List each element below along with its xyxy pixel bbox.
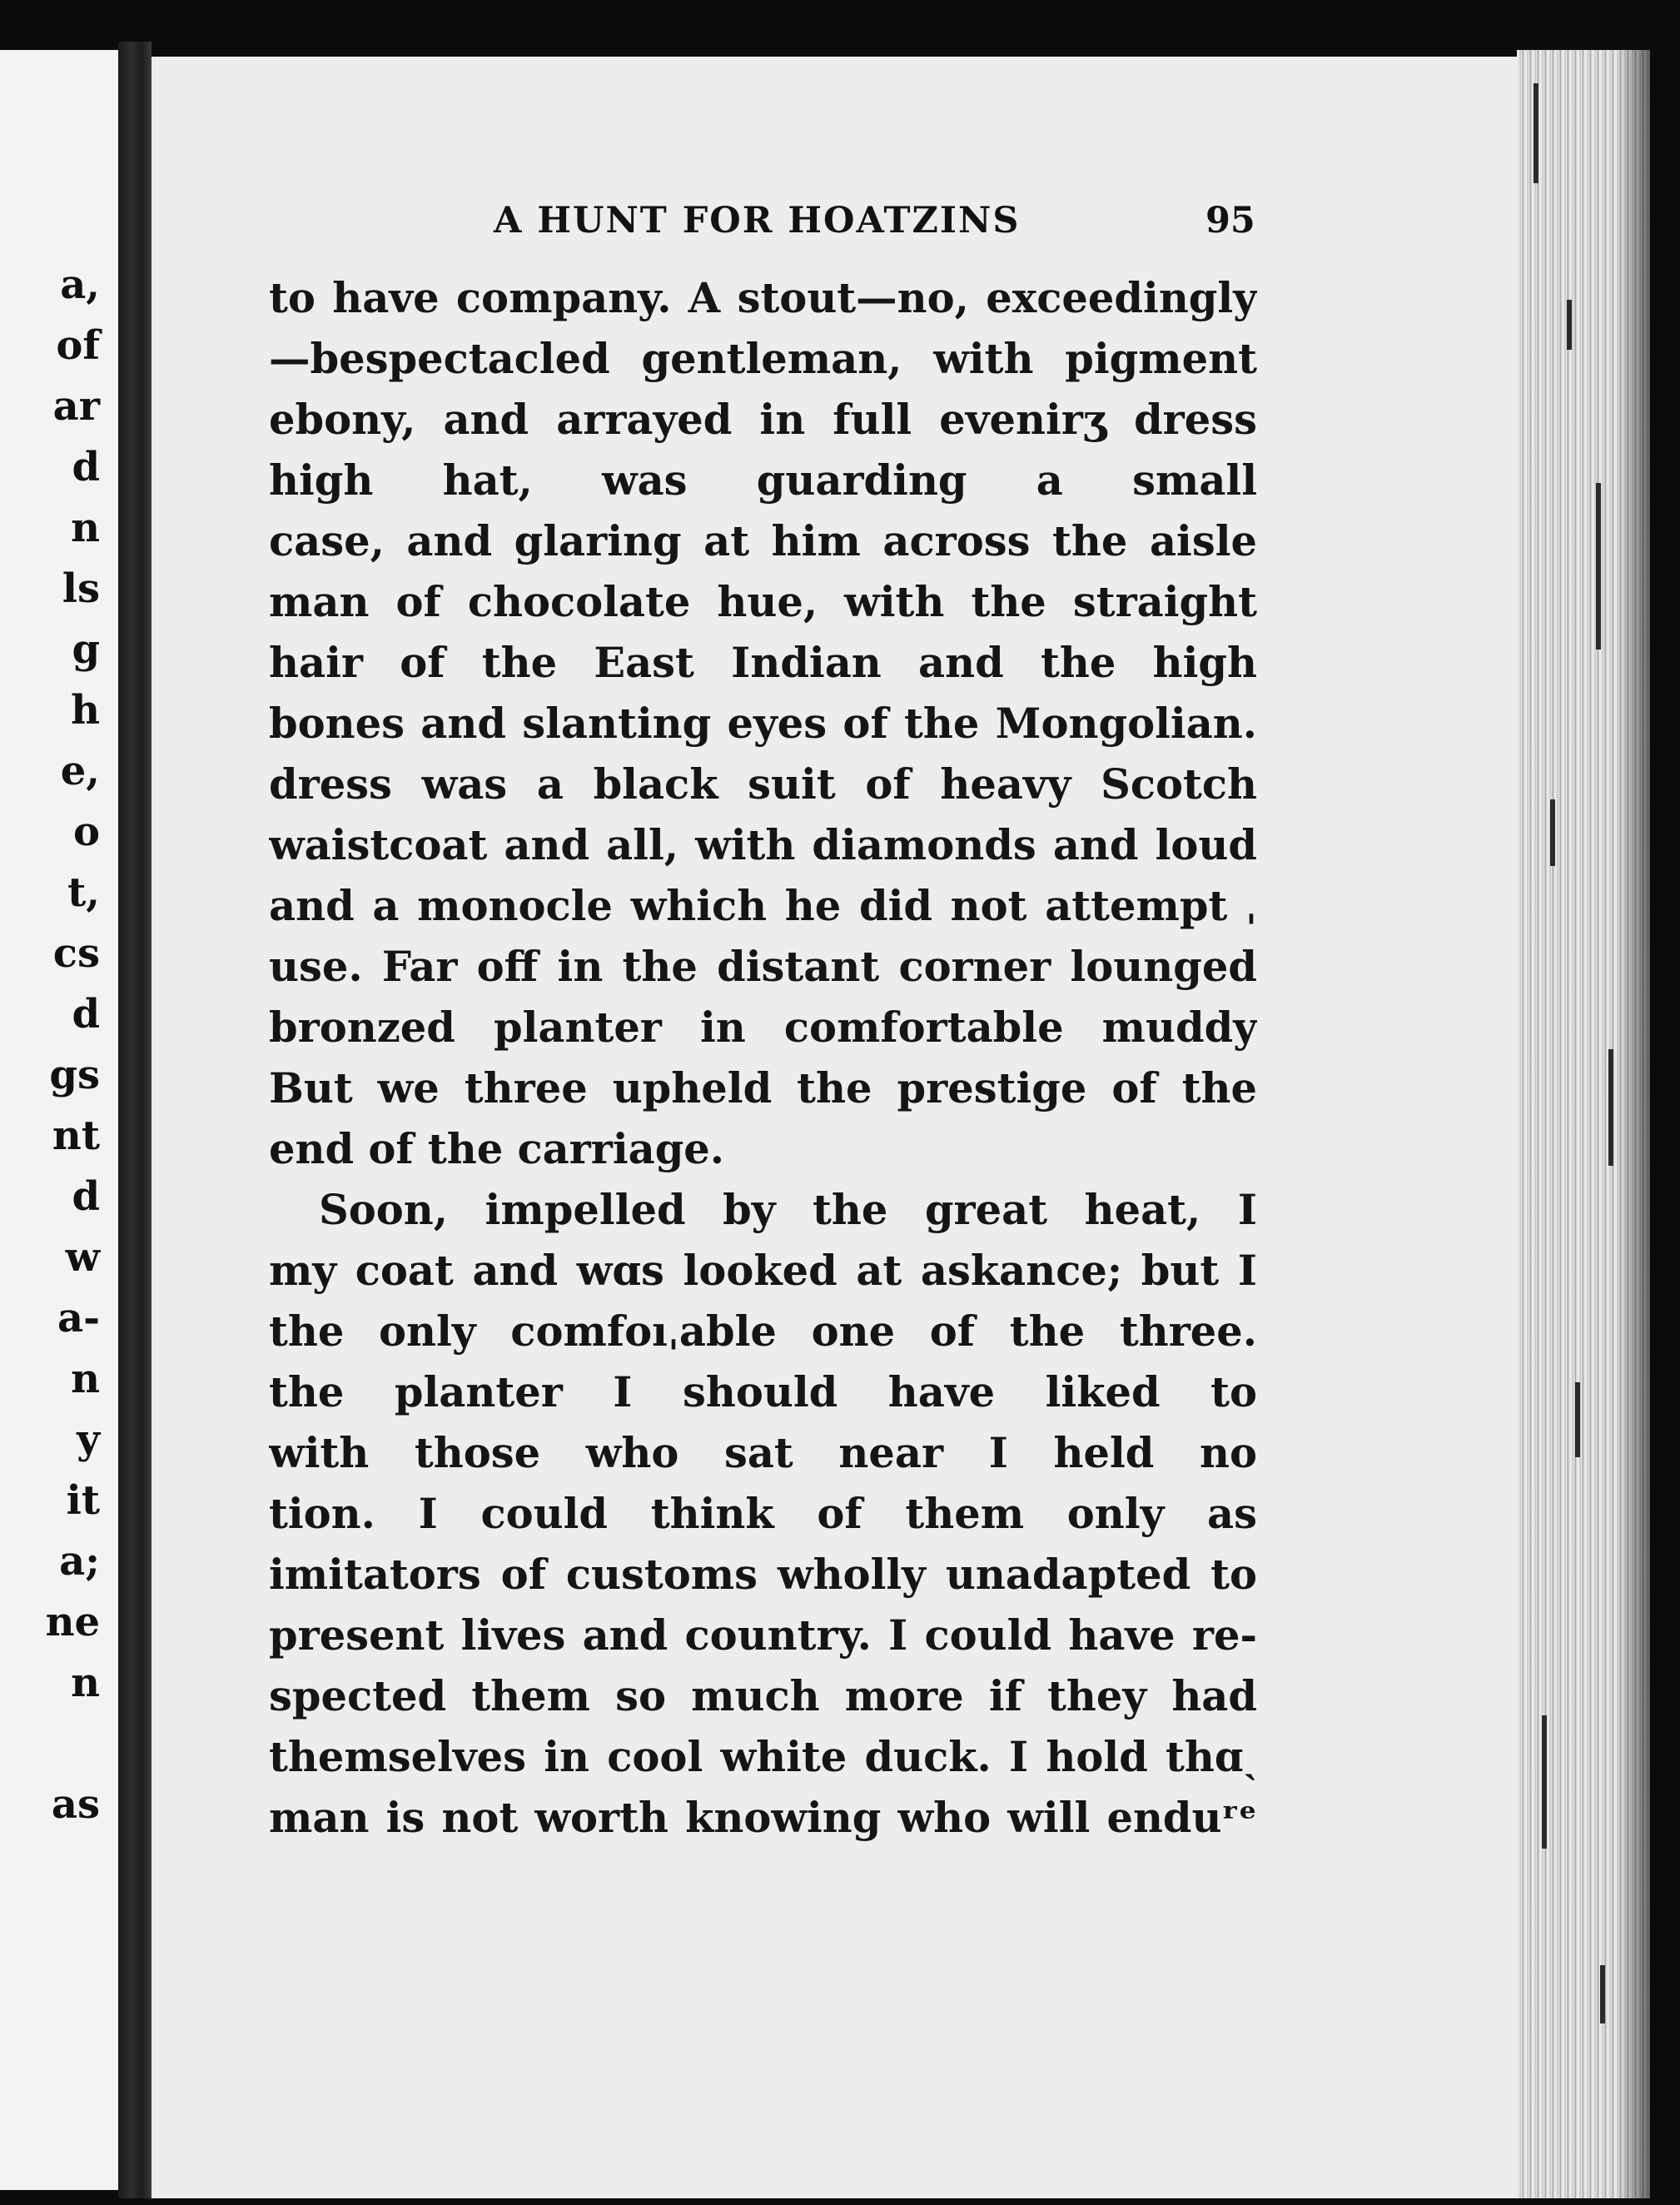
facing-page-fragment: d — [72, 444, 100, 490]
page-edge-speck — [1542, 1715, 1547, 1849]
facing-page-fragment: as — [51, 1781, 100, 1828]
facing-page-fragment: it — [66, 1477, 100, 1524]
facing-page-fragment: ar — [52, 383, 100, 430]
facing-page-fragment: g — [72, 626, 100, 673]
facing-page-fragment: e, — [60, 748, 100, 794]
text-line: imitators of customs wholly unadapted to — [269, 1550, 1257, 1599]
facing-page-fragment: a; — [59, 1538, 100, 1585]
text-line: the only comfoıˌable one of the three. — [269, 1307, 1257, 1356]
text-line: to have company. A stout—no, exceedingly — [269, 274, 1257, 322]
text-line: case, and glaring at him across the aisle — [269, 517, 1257, 565]
facing-page-fragment: d — [72, 991, 100, 1038]
facing-page-fragment: n — [71, 1356, 100, 1402]
page-edge-speck — [1533, 83, 1538, 183]
facing-page-fragment: d — [72, 1173, 100, 1220]
page-edge-speck — [1596, 483, 1601, 650]
page-edge-stack — [1517, 50, 1650, 2198]
text-line: man of chocolate hue, with the straight — [269, 578, 1257, 626]
facing-page-fragment: a, — [60, 261, 100, 308]
facing-page-fragment: h — [71, 687, 100, 734]
text-line: Soon, impelled by the great heat, I — [319, 1186, 1257, 1234]
page-edge-speck — [1608, 1049, 1613, 1166]
book-gutter — [118, 42, 152, 2198]
page-edge-shadow — [1617, 50, 1650, 2198]
facing-page-fragment: w — [65, 1234, 100, 1281]
text-line: spected them so much more if they had — [269, 1672, 1257, 1720]
facing-page-fragment: y — [77, 1416, 100, 1463]
facing-page-fragment: of — [56, 322, 100, 369]
facing-page-fragment: cs — [52, 930, 100, 977]
page-edge-speck — [1575, 1382, 1580, 1457]
text-line: with those who sat near I held no — [269, 1429, 1257, 1477]
text-line: man is not worth knowing who will enduʳᵉ — [269, 1794, 1257, 1842]
text-line: present lives and country. I could have re- — [269, 1611, 1257, 1660]
text-line: bronzed planter in comfortable muddy — [269, 1003, 1257, 1052]
running-head: A HUNT FOR HOATZINS — [494, 200, 1021, 241]
facing-page-fragment: ls — [62, 565, 100, 612]
text-line: dress was a black suit of heavy Scotch — [269, 760, 1257, 809]
facing-page-fragment: gs — [49, 1052, 100, 1098]
facing-page-fragment: n — [71, 505, 100, 551]
text-line: my coat and wɑs looked at askance; but I — [269, 1247, 1257, 1295]
text-line: the planter I should have liked to — [269, 1368, 1257, 1416]
body-text — [269, 268, 1257, 1849]
text-line: —bespectacled gentleman, with pigment — [269, 335, 1257, 383]
text-line: hair of the East Indian and the high — [269, 639, 1257, 687]
text-line: bones and slanting eyes of the Mongolian. — [269, 699, 1257, 748]
text-line: ebony, and arrayed in full evenirʒ dress — [269, 396, 1257, 444]
facing-page-fragment: o — [72, 809, 100, 855]
page-edge-speck — [1550, 799, 1555, 866]
page-number: 95 — [1205, 200, 1255, 241]
text-line: waistcoat and all, with diamonds and loud — [269, 821, 1257, 869]
text-line: themselves in cool white duck. I hold thɑˎ — [269, 1733, 1257, 1781]
text-line: use. Far off in the distant corner lounged — [269, 943, 1257, 991]
facing-page-fragment: t, — [67, 869, 100, 916]
page-edge-speck — [1567, 300, 1572, 350]
facing-page-fragment: nt — [52, 1112, 100, 1159]
text-line: tion. I could think of them only as — [269, 1490, 1257, 1538]
facing-page-fragment: a- — [57, 1295, 100, 1341]
text-line: high hat, was guarding a small — [269, 456, 1257, 505]
text-line: But we three upheld the prestige of the — [269, 1064, 1257, 1112]
facing-page-fragment: n — [71, 1660, 100, 1706]
text-line: and a monocle which he did not attempt ˌ — [269, 882, 1257, 930]
facing-page-fragment: ne — [45, 1599, 100, 1645]
page-edge-speck — [1600, 1965, 1605, 2023]
previous-page-edge — [0, 50, 118, 2190]
text-line: end of the carriage. — [269, 1125, 725, 1173]
